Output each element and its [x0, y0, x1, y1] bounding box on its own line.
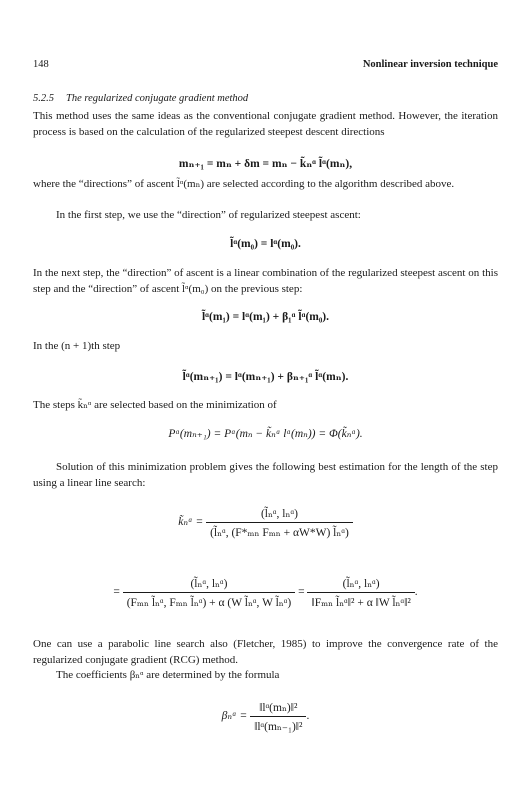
fraction-denominator: ‖lᵅ(mₙ₋₁)‖²	[250, 716, 306, 733]
equation-period: .	[414, 586, 418, 599]
paragraph-parabolic-search: One can use a parabolic line search also (Fletcher, 1985) to improve the convergence rate of the regularized conjugate gradient (RCG) method.	[33, 638, 498, 666]
section-heading	[33, 93, 248, 104]
equation-minimization	[0, 426, 531, 440]
equation-beta-fraction	[250, 700, 306, 733]
equation-expanded-fraction-2	[307, 576, 414, 609]
equation-beta-lhs: βₙᵅ =	[221, 710, 248, 723]
equation-beta-coefficient	[0, 700, 531, 733]
equation-minimization-text: Pᵅ(mₙ₊₁) = Pᵅ(mₙ − k̃ₙᵅ lᵅ(mₙ)) = Φ(k̃ₙᵅ).	[168, 428, 363, 440]
equation-step-length-expanded	[0, 576, 531, 609]
fraction-numerator: (l̃ₙᵅ, lₙᵅ)	[260, 508, 298, 520]
paragraph-coefficients: The coefficients βₙᵅ are determined by the formula	[56, 669, 280, 681]
equation-second-direction	[0, 311, 531, 323]
equation-step-length-lhs: k̃ₙᵅ =	[178, 516, 204, 529]
equation-update-rule	[0, 156, 531, 170]
paragraph-intro: This method uses the same ideas as the conventional conjugate gradient method. However, the iteration process is based on the calculation of the regularized steepest descent directions	[33, 110, 498, 138]
equation-step-length-fraction	[206, 506, 353, 539]
equation-second-direction-text: l̃ᵅ(m₁) = lᵅ(m₁) + β₁ᵅ l̃ᵅ(m₀).	[201, 311, 330, 323]
equation-nth-direction	[0, 369, 531, 383]
equals-sign: =	[298, 586, 305, 599]
equation-update-rule-text: mₙ₊₁ = mₙ + δm = mₙ − k̃ₙᵅ l̃ᵅ(mₙ),	[178, 158, 353, 170]
paragraph-first-step: In the first step, we use the “direction” of regularized steepest ascent:	[56, 209, 361, 221]
paragraph-directions: where the “directions” of ascent l̃ᵅ(mₙ) are selected according to the algorithm described above.	[33, 178, 455, 190]
running-title: Nonlinear inversion technique	[362, 59, 498, 70]
equation-step-length	[0, 506, 531, 539]
paragraph-nth-step: In the (n + 1)th step	[33, 340, 121, 352]
fraction-denominator: (Fₘₙ l̃ₙᵅ, Fₘₙ l̃ₙᵅ) + α (W l̃ₙᵅ, W l̃ₙᵅ)	[123, 592, 296, 609]
fraction-denominator: ‖Fₘₙ l̃ₙᵅ‖² + α ‖W l̃ₙᵅ‖²	[307, 592, 414, 609]
section-number: 5.2.5	[33, 93, 54, 104]
equation-first-direction	[0, 238, 531, 250]
equation-expanded-fraction-1	[123, 576, 296, 609]
paragraph-steps: The steps k̃ₙᵅ are selected based on the minimization of	[33, 399, 277, 411]
equation-first-direction-text: l̃ᵅ(m₀) = lᵅ(m₀).	[230, 238, 301, 250]
page-number: 148	[33, 59, 49, 70]
paragraph-next-step: In the next step, the “direction” of ascent is a linear combination of the regularized steepest ascent on this step and the “direction” of ascent l̃ᵅ(m₀) on the previous step:	[33, 267, 498, 295]
fraction-numerator: (l̃ₙᵅ, lₙᵅ)	[190, 578, 228, 590]
section-title: The regularized conjugate gradient method	[66, 93, 249, 104]
fraction-numerator: (l̃ₙᵅ, lₙᵅ)	[342, 578, 380, 590]
fraction-denominator: (l̃ₙᵅ, (F*ₘₙ Fₘₙ + αW*W) l̃ₙᵅ)	[206, 522, 353, 539]
paragraph-solution: Solution of this minimization problem gives the following best estimation for the length of the step using a linear line search:	[33, 461, 498, 489]
equation-nth-direction-text: l̃ᵅ(mₙ₊₁) = lᵅ(mₙ₊₁) + βₙ₊₁ᵅ l̃ᵅ(mₙ).	[182, 371, 349, 383]
equation-period: .	[306, 710, 310, 723]
fraction-numerator: ‖lᵅ(mₙ)‖²	[259, 702, 298, 714]
equals-sign: =	[113, 586, 120, 599]
